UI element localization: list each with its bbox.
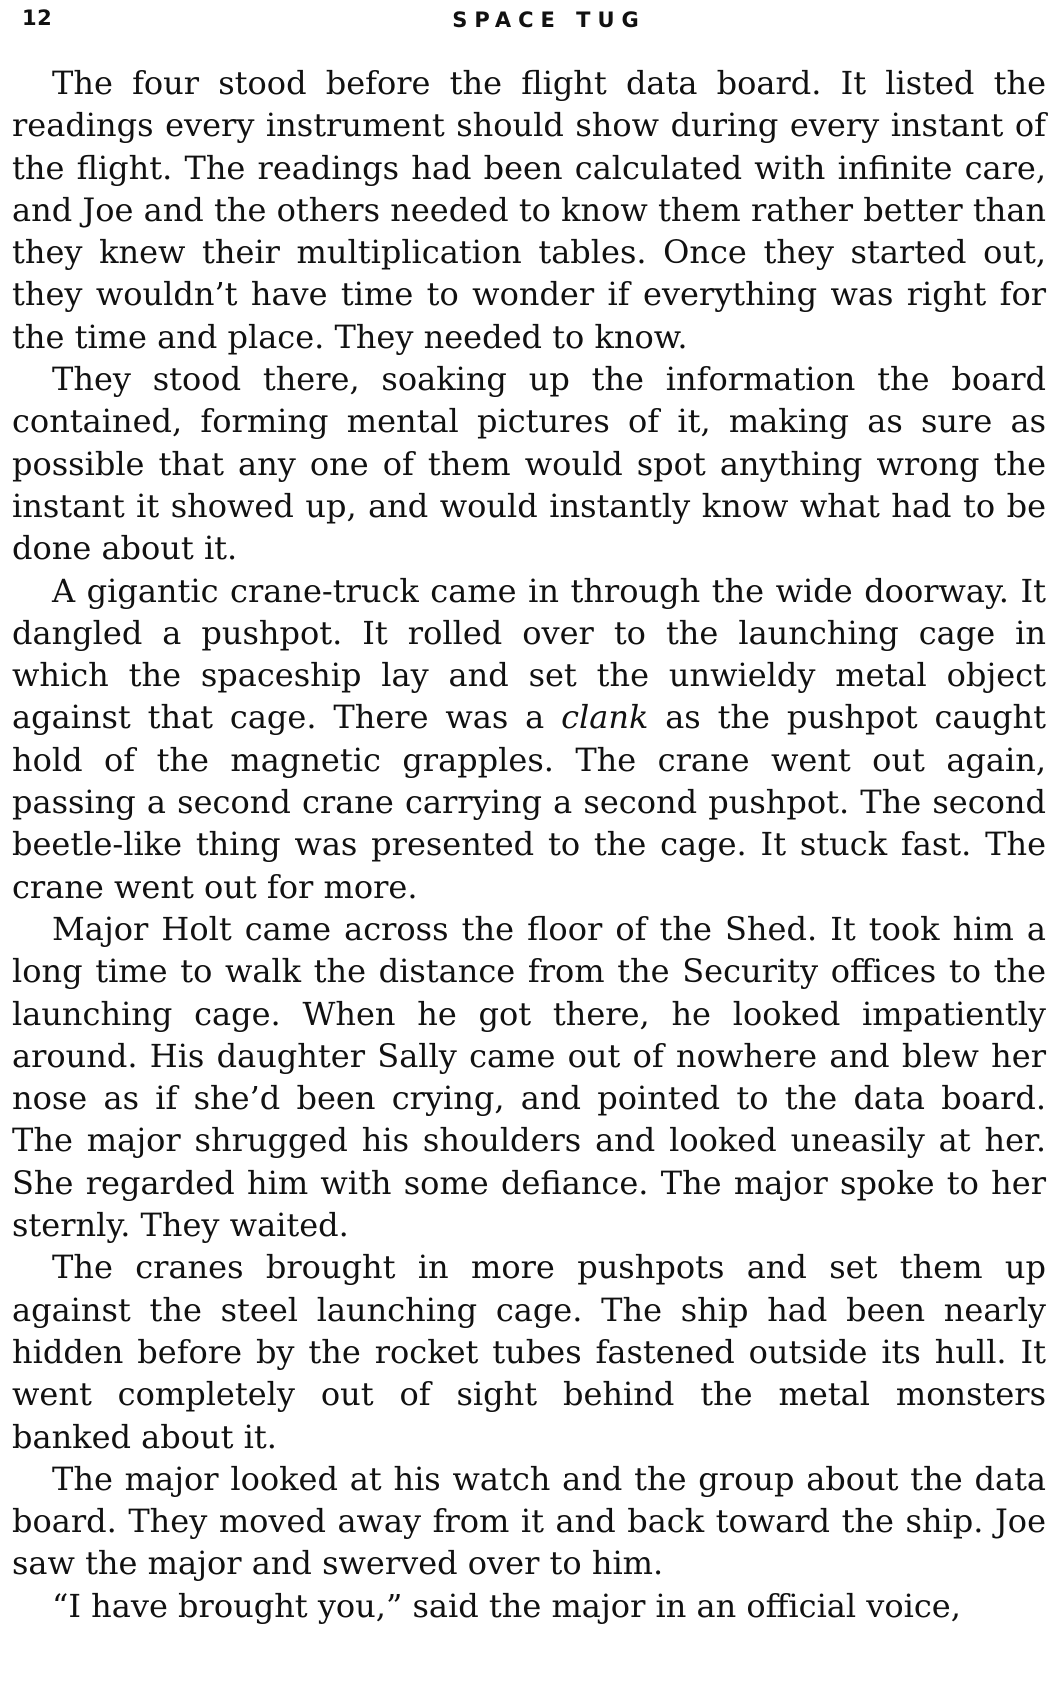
paragraph-1: The four stood before the flight data board. It listed the readings every instrument should show during every instant of the flight. The readings had been calculated with infinite care, and Joe and the others needed to know them rather better than they knew their multiplication tables. Once they started out, they wouldn’t have time to wonder if everything was right for the time and place. They needed to know. (12, 64, 1046, 356)
body-text (12, 62, 1046, 1627)
page-number: 12 (22, 6, 53, 30)
italic-word-clank: clank (561, 698, 649, 737)
paragraph-3-text-start: A gigantic crane-truck came in through the wide doorway. It dangled a pushpot. It rolled over to the launching cage in which the spaceship lay and set the unwieldy metal object against that cage. There was a (12, 571, 1046, 737)
page-header (12, 0, 1046, 40)
running-title: SPACE TUG (452, 8, 646, 32)
paragraph-6: The major looked at his watch and the group about the data board. They moved away from it and back toward the ship. Joe saw the major and swerved over to him. (12, 1459, 1046, 1583)
paragraph-4: Major Holt came across the floor of the Shed. It took him a long time to walk the distance from the Security offices to the launching cage. When he got there, he looked impatiently around. His daughter Sally came out of nowhere and blew her nose as if she’d been crying, and pointed to the data board. The major shrugged his shoulders and looked uneasily at her. She regarded him with some defiance. The major spoke to her sternly. They waited. (12, 909, 1046, 1245)
paragraph-3 (12, 570, 1046, 908)
paragraph-2: They stood there, soaking up the information the board contained, forming mental pictures of it, making as sure as possible that any one of them would spot anything wrong the instant it showed up, and would instantly know what had to be done about it. (12, 360, 1046, 568)
paragraph-5: The cranes brought in more pushpots and set them up against the steel launching cage. The ship had been nearly hidden before by the rocket tubes fastened outside its hull. It went completely out of sight behind the metal monsters banked about it. (12, 1248, 1046, 1456)
paragraph-7: “I have brought you,” said the major in an official voice, (52, 1586, 961, 1625)
paragraph-3-text-end: as the pushpot caught hold of the magnetic grapples. The crane went out again, passing a second crane carrying a second pushpot. The second beetle-like thing was presented to the cage. It stuck fast. The crane went out for more. (12, 698, 1047, 906)
